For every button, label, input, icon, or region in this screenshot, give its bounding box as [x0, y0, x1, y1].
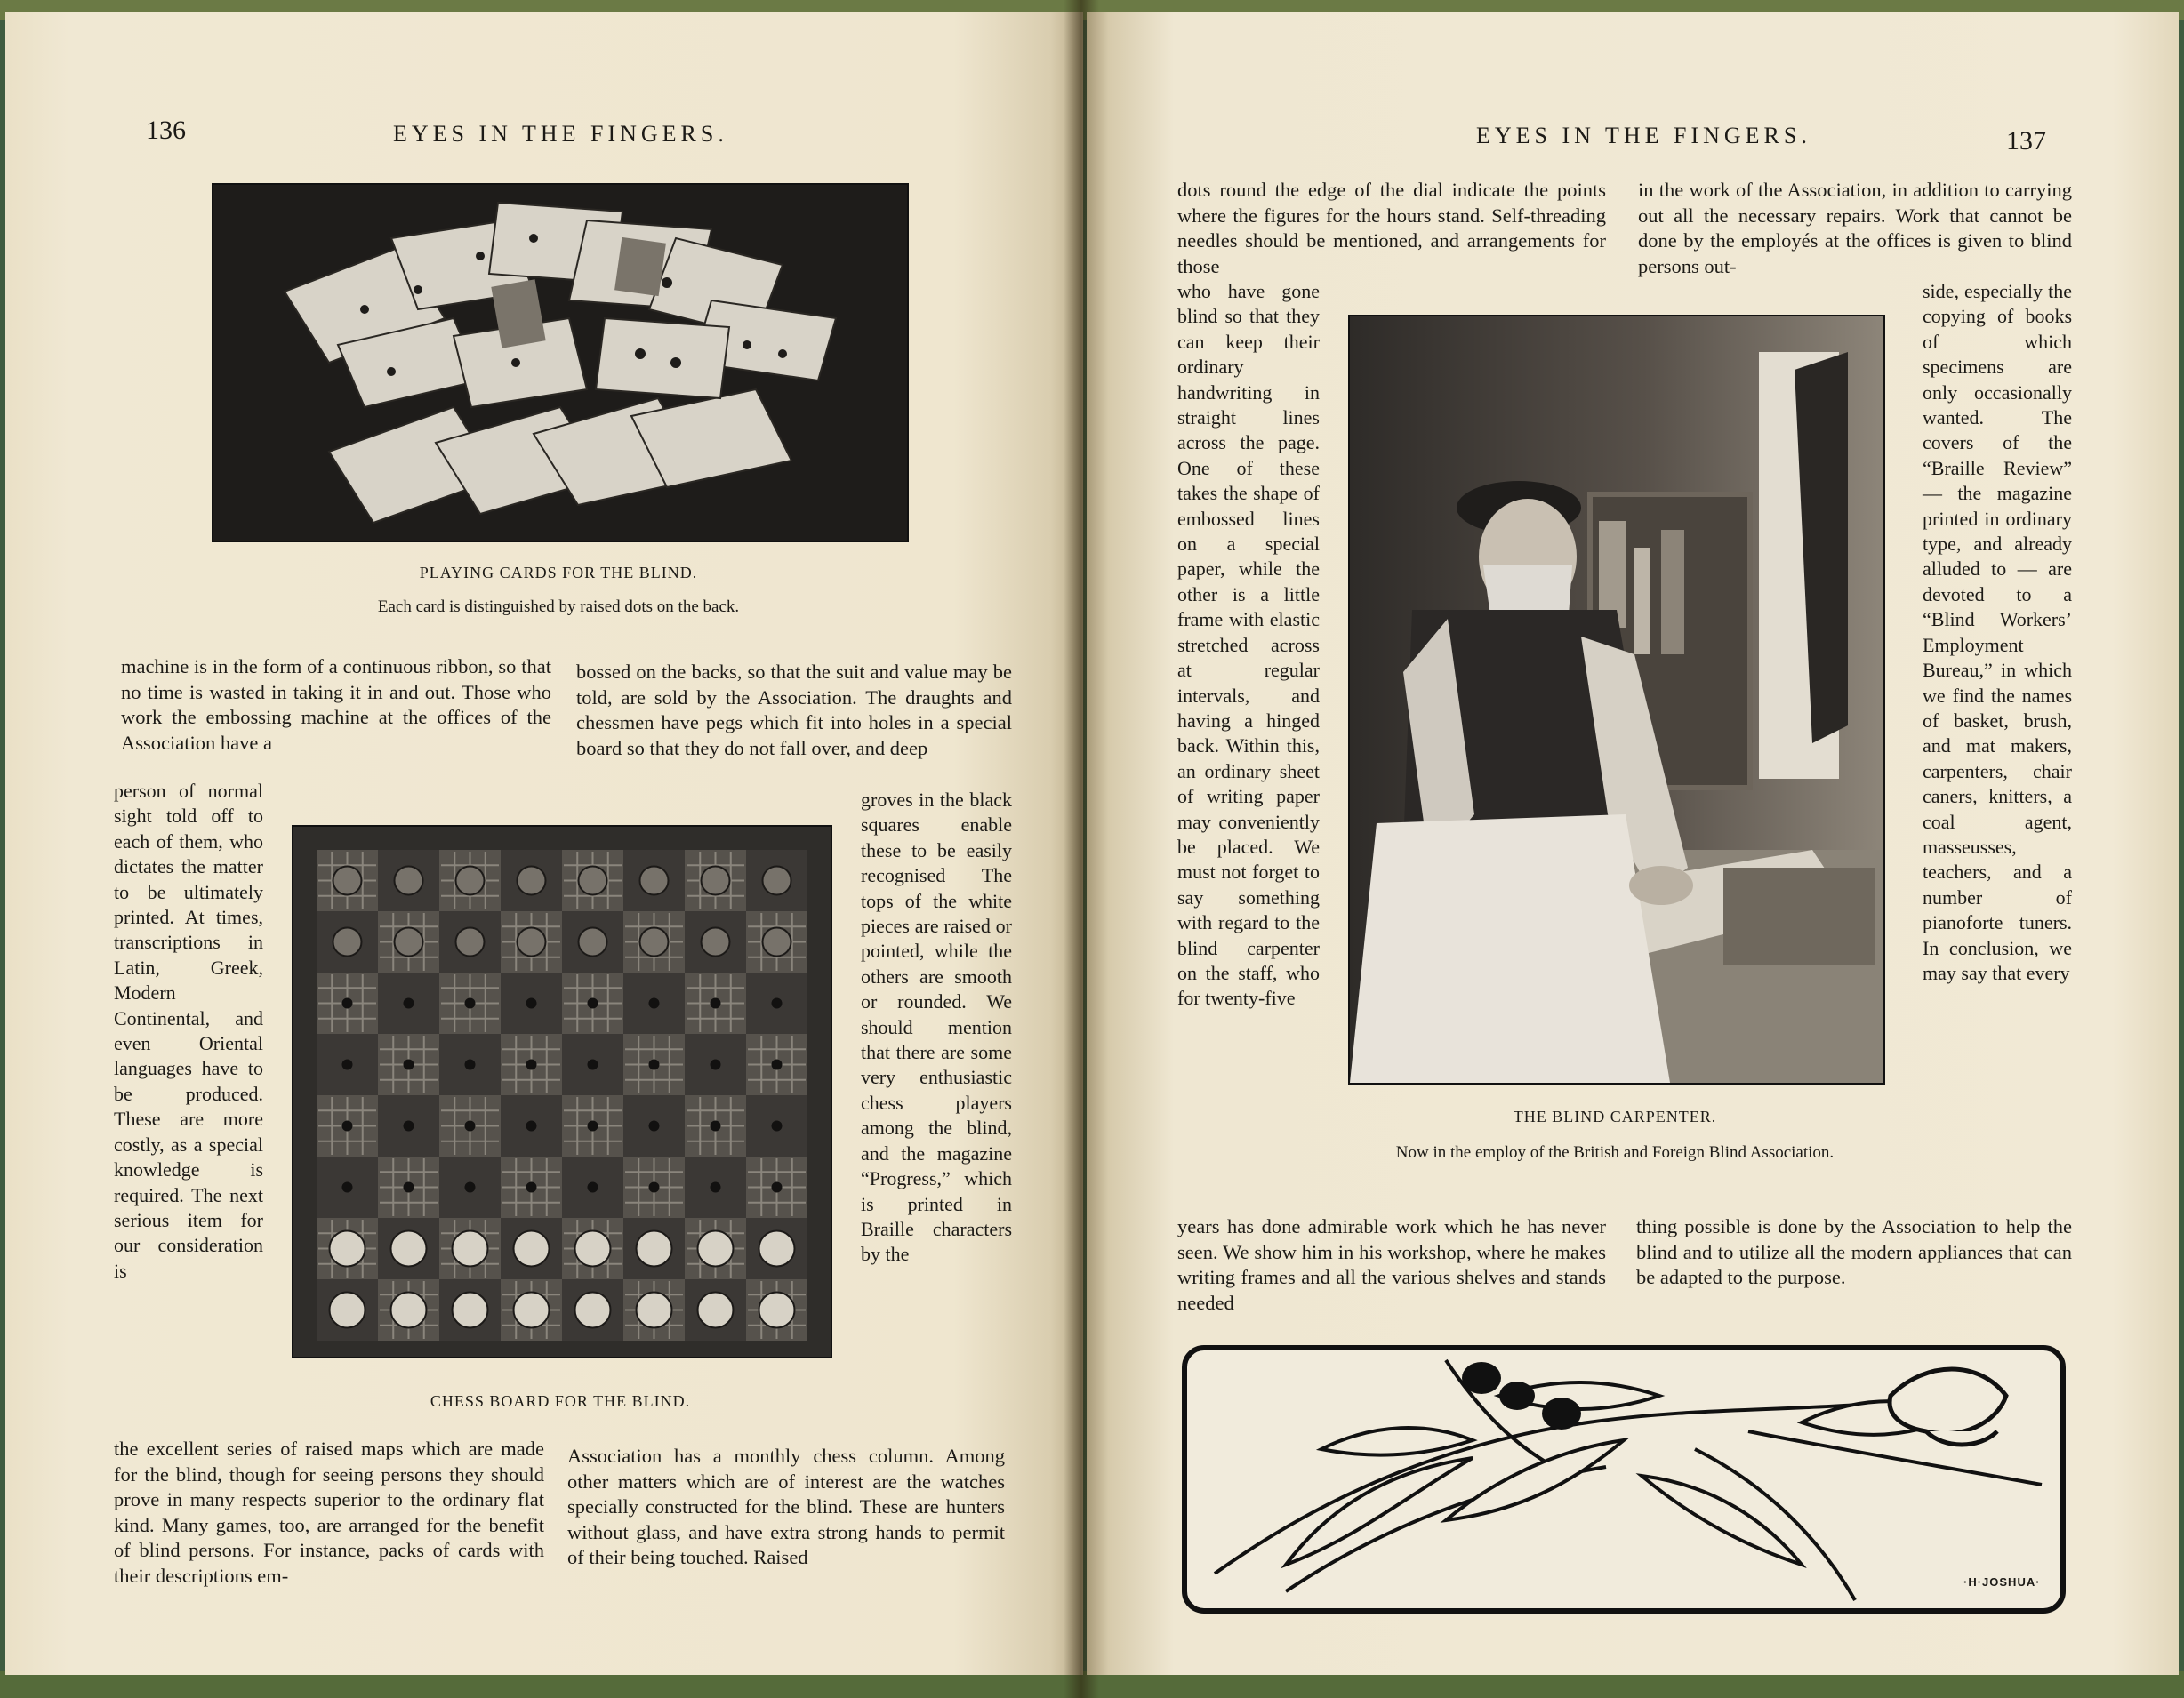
page-number: 136 [146, 116, 186, 145]
body-text-col2-top: in the work of the Association, in addition to carrying out all the necessary repairs. Work that cannot be done by the employés at the offices is given to blind persons out- [1638, 179, 2072, 277]
decorative-tailpiece [1179, 1342, 2068, 1616]
body-text-col1-bottom: years has done admirable work which he has never seen. We show him in his workshop, where he makes writing frames and all the various shelves and stands needed [1177, 1215, 1606, 1314]
right-page [1087, 12, 2179, 1675]
artist-signature: ·H·JOSHUA· [1963, 1575, 2041, 1589]
body-text-col2-wrap: groves in the black squares enable these to be easily recognised The tops of the white pieces are raised or pointed, while the others are smooth or rounded. We should mention that there are some very enthusiastic chess players among the blind, and the magazine “Progress,” which is printed in Braille characters by the [861, 789, 1012, 1266]
body-text-col1-top: machine is in the form of a continuous ribbon, so that no time is wasted in taking it in and out. Those who work the embossing machine at the offices of the Association have a [121, 655, 551, 754]
playing-cards-photo [212, 183, 909, 542]
body-text-col1-top: dots round the edge of the dial indicate the points where the figures for the hours stand. Self-threading needles should be mentioned, and arrangements for those [1177, 179, 1606, 277]
figure-caption: CHESS BOARD FOR THE BLIND. [430, 1392, 691, 1410]
figure-caption: PLAYING CARDS FOR THE BLIND. [419, 564, 698, 581]
running-header: EYES IN THE FINGERS. [393, 121, 728, 147]
body-text-col1-wrap: who have gone blind so that they can keep their ordinary handwriting in straight lines across the page. One of these takes the shape of embossed lines on a special paper, while the other is a little frame with elastic stretched across at regular intervals, and having a hinged back. Within this, an ordinary sheet of writing paper may conveniently be placed. We must not forget to say something with regard to the blind carpenter on the staff, who for twenty-five [1177, 280, 1320, 1010]
body-text-col2-bottom: Association has a monthly chess column. Among other matters which are of interest are the watches specially constructed for the blind. These are hunters without glass, and have extra strong hands to permit of their being touched. Raised [567, 1445, 1005, 1568]
chess-board-photo [292, 825, 832, 1358]
left-page [5, 12, 1083, 1675]
body-text-col2-bottom: thing possible is done by the Association to help the blind and to utilize all the modern appliances that can be adapted to the purpose. [1636, 1215, 2072, 1288]
body-text-col1-wrap: person of normal sight told off to each of them, who dictates the matter to be ultimately printed. At times, transcriptions in Latin, Greek, Modern Continental, and even Oriental languages have to be produced. These are more costly, as a special knowledge is required. The next serious item for our consideration is [114, 780, 263, 1282]
page-number: 137 [2006, 126, 2046, 156]
running-header: EYES IN THE FINGERS. [1476, 123, 1811, 148]
body-text-col2-wrap: side, especially the copying of books of which specimens are only occasionally wanted. The covers of the “Braille Review” — the magazine printed in ordinary type, and already alluded to — are devoted to a “Blind Workers’ Employment Bureau,” in which we find the names of basket, brush, and mat makers, carpenters, chair caners, knitters, a coal agent, masseusses, teachers, and a number of pianoforte tuners. In conclusion, we may say that every [1923, 280, 2072, 984]
figure-caption: THE BLIND CARPENTER. [1513, 1108, 1717, 1125]
body-text-col1-bottom: the excellent series of raised maps which are made for the blind, though for seeing persons they should prove in many respects superior to the ordinary flat kind. Many games, too, are arranged for the benefit of blind persons. For instance, packs of cards with their descriptions em- [114, 1438, 544, 1587]
figure-subcaption: Each card is distinguished by raised dots on the back. [377, 597, 740, 616]
blind-carpenter-photo [1348, 315, 1885, 1085]
figure-subcaption: Now in the employ of the British and Foreign Blind Association. [1395, 1143, 1835, 1162]
body-text-col2-top: bossed on the backs, so that the suit and value may be told, are sold by the Association. The draughts and chessmen have pegs which fit into holes in a special board so that they do not fall over, and deep [576, 661, 1012, 759]
